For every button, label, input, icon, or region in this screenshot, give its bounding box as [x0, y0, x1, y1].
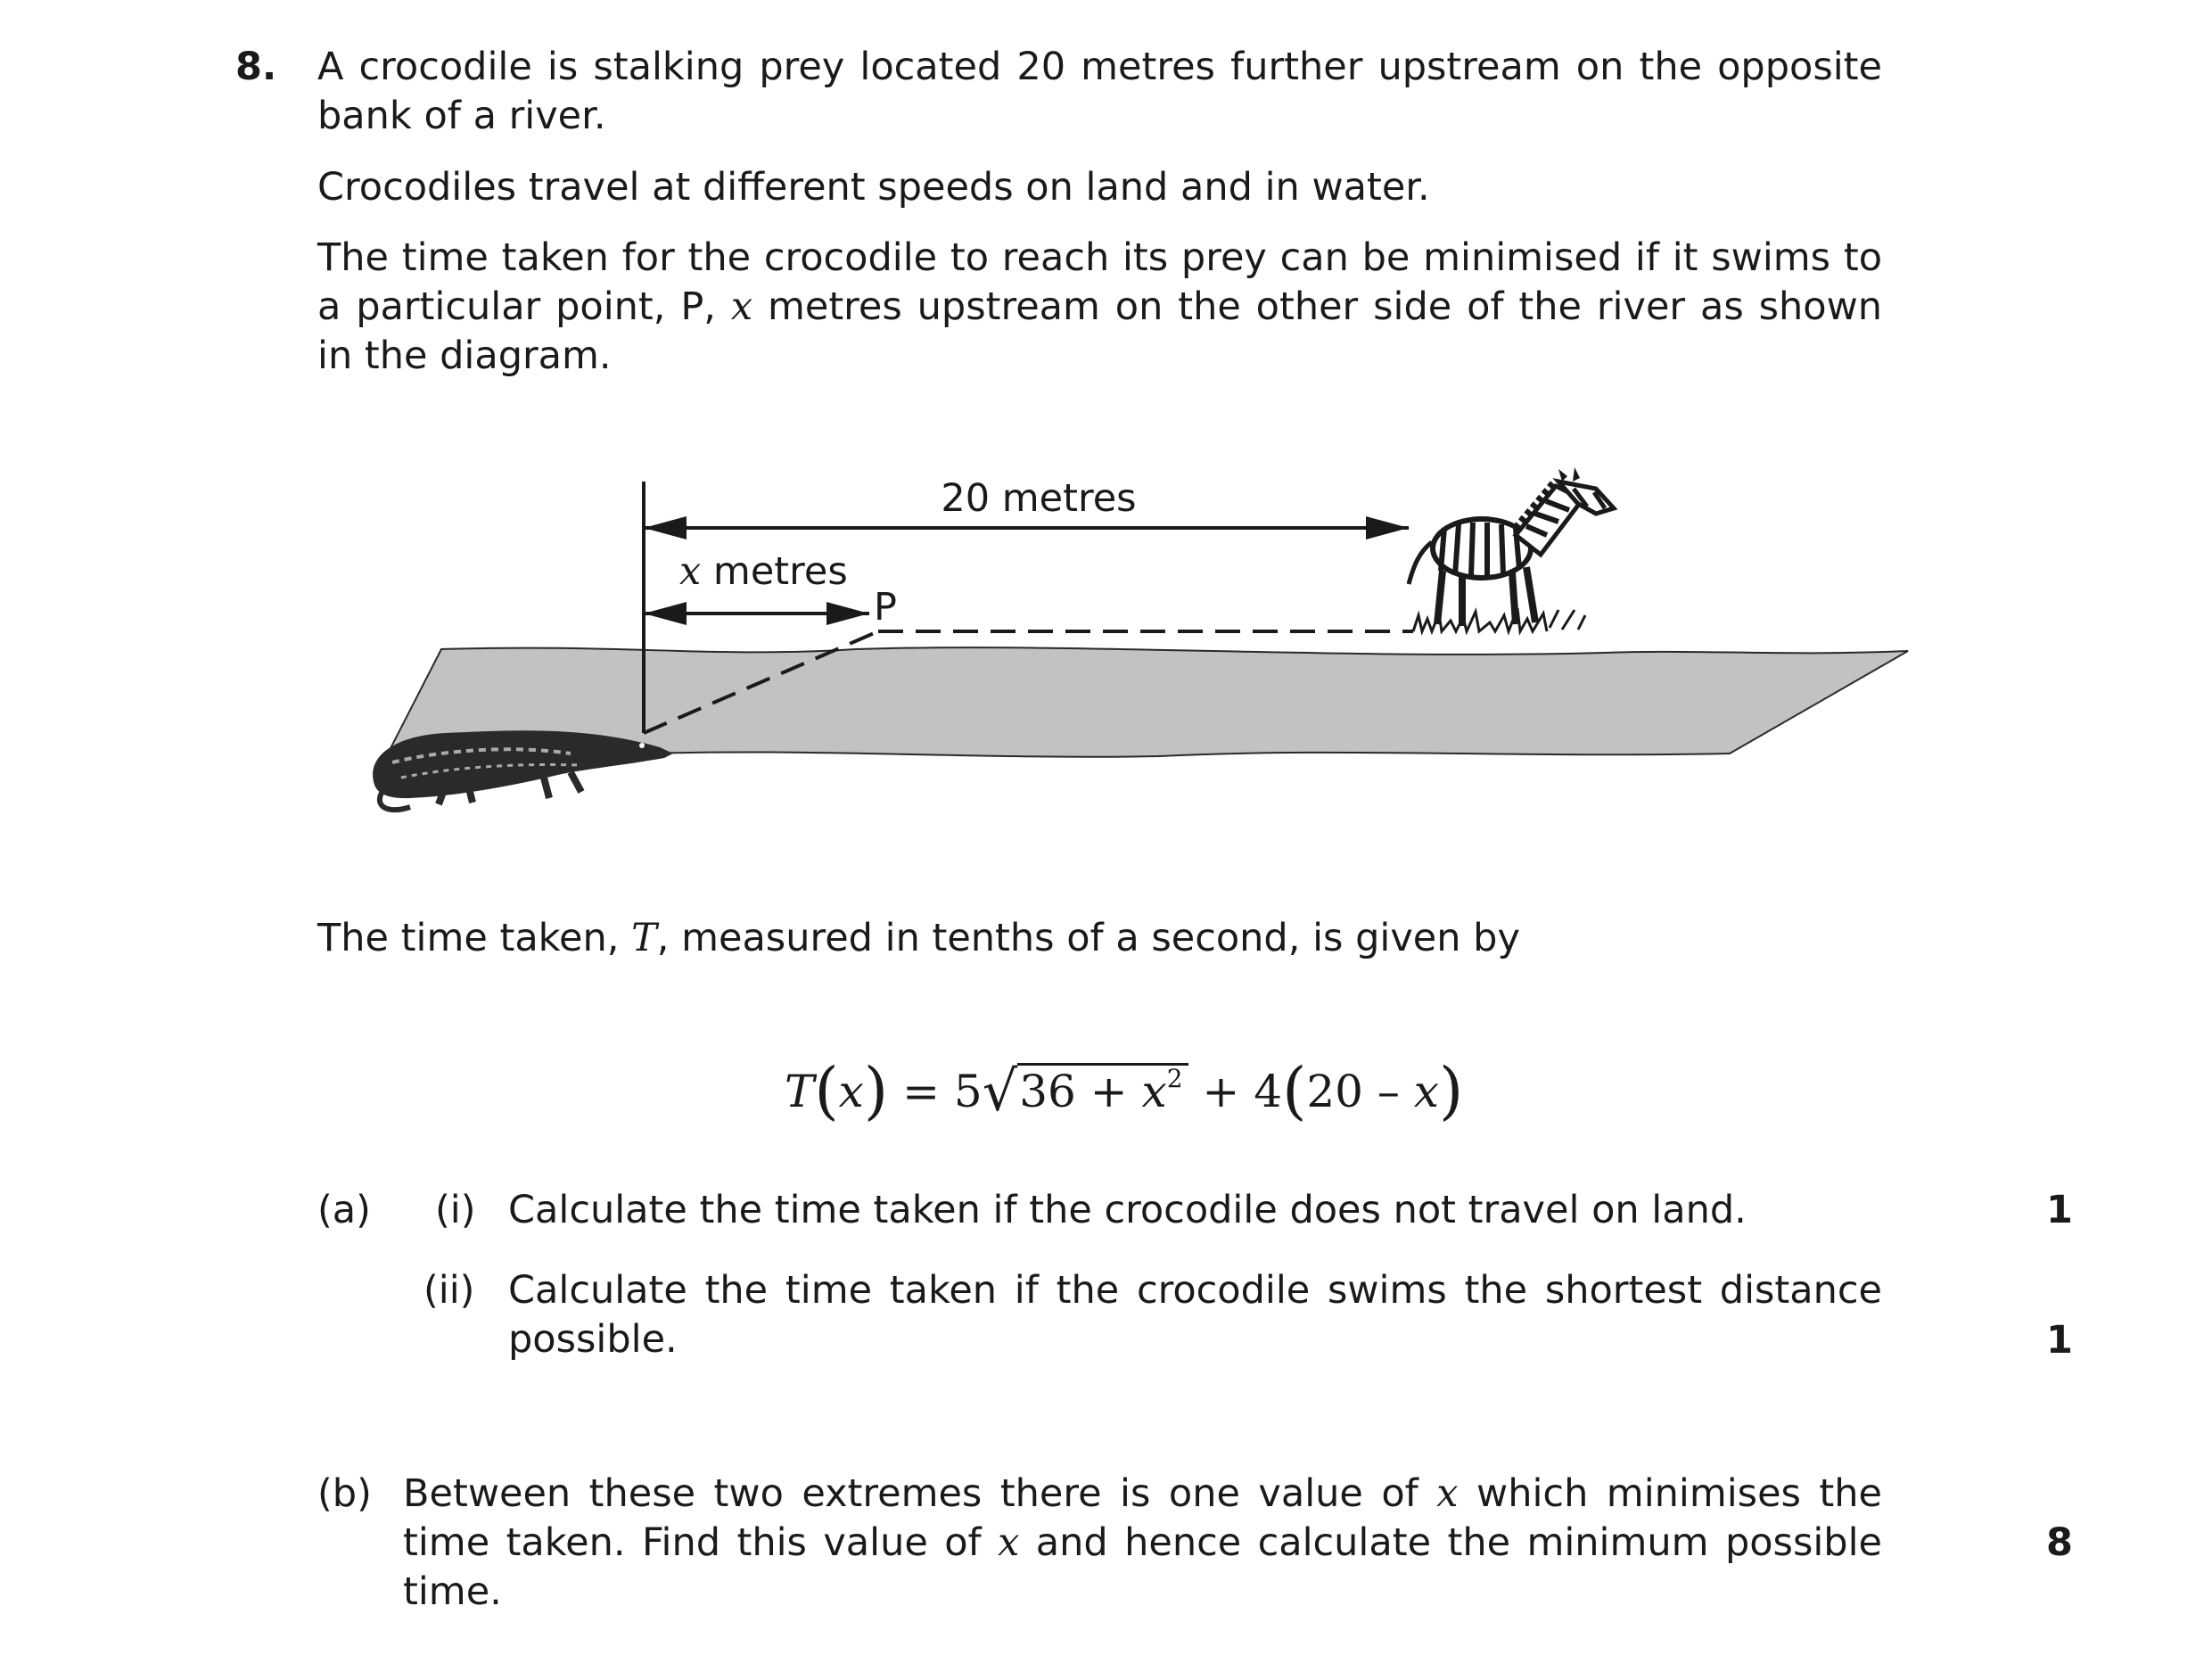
arrow-x-left-head: [644, 602, 687, 625]
part-b-var-1: x: [1436, 1471, 1459, 1516]
part-a-ii-label: (ii): [423, 1268, 475, 1313]
formula-plus: + 4: [1188, 1066, 1283, 1117]
part-b-text-b: which minimises the time taken. Find this value of: [403, 1471, 1882, 1565]
radicand-const: 36 +: [1019, 1066, 1142, 1117]
intro-paragraph-1: A crocodile is stalking prey located 20 metres further upstream on the opposite bank of a river.: [317, 45, 1882, 138]
intro-paragraph-2: Crocodiles travel at different speeds on land and in water.: [317, 165, 1430, 210]
part-b-label: (b): [317, 1471, 372, 1516]
formula-radicand: [1017, 1063, 1188, 1117]
formula-lparen-2: (: [1282, 1054, 1307, 1127]
part-a-i-text: Calculate the time taken if the crocodile does not travel on land.: [508, 1188, 1747, 1232]
intro-text-b: metres upstream on the other side of the river as shown in the diagram.: [317, 284, 1882, 378]
part-b-var-2: x: [998, 1520, 1020, 1565]
formula-sqrt: [983, 1043, 1188, 1127]
label-20-metres: 20 metres: [941, 476, 1137, 521]
part-b-marks: 8: [2046, 1520, 2073, 1565]
formula-rparen-2: ): [1439, 1054, 1464, 1127]
part-a-i-marks: 1: [2046, 1188, 2073, 1232]
arrow-20-right-head: [1366, 516, 1409, 539]
time-text-a: The time taken,: [317, 916, 632, 960]
formula-lparen: (: [814, 1054, 839, 1127]
label-x-var: x: [679, 549, 702, 594]
question-number: 8.: [235, 45, 277, 89]
arrow-x-right-head: [826, 602, 869, 625]
label-x-metres: [679, 549, 848, 594]
crocodile-icon: [373, 730, 673, 810]
intro-text-a: The time taken for the crocodile to reach its prey can be minimised if it swims to a particular point, P,: [317, 235, 1882, 329]
zebra-icon: [1409, 467, 1614, 626]
formula: [785, 1043, 1463, 1127]
var-T: T: [631, 916, 657, 960]
part-a-i-label: (i): [435, 1188, 476, 1232]
label-point-P: P: [874, 585, 897, 630]
paren-const: 20 –: [1306, 1066, 1414, 1117]
label-x-text: metres: [701, 549, 848, 594]
formula-rparen: ): [863, 1054, 889, 1127]
var-x: x: [730, 284, 753, 329]
formula-arg: x: [838, 1066, 864, 1117]
part-a-label: (a): [317, 1188, 371, 1232]
time-statement: [317, 914, 1882, 963]
formula-equals: = 5: [902, 1066, 983, 1117]
formula-fn: T: [785, 1066, 815, 1117]
radicand-exp: 2: [1166, 1064, 1183, 1093]
part-b-text-c: and hence calculate the minimum possible time.: [403, 1520, 1882, 1614]
part-a-ii-text: Calculate the time taken if the crocodile swims the shortest distance possible.: [508, 1268, 1882, 1362]
time-text-b: , measured in tenths of a second, is given by: [656, 916, 1520, 960]
part-b-text-a: Between these two extremes there is one value of: [403, 1471, 1437, 1516]
sqrt-icon: √: [982, 1058, 1018, 1124]
paren-var: x: [1413, 1066, 1439, 1117]
arrow-20-left-head: [644, 516, 687, 539]
part-a-ii-marks: 1: [2046, 1318, 2073, 1363]
radicand-var: x: [1141, 1066, 1167, 1117]
part-b-text: [403, 1470, 1882, 1617]
